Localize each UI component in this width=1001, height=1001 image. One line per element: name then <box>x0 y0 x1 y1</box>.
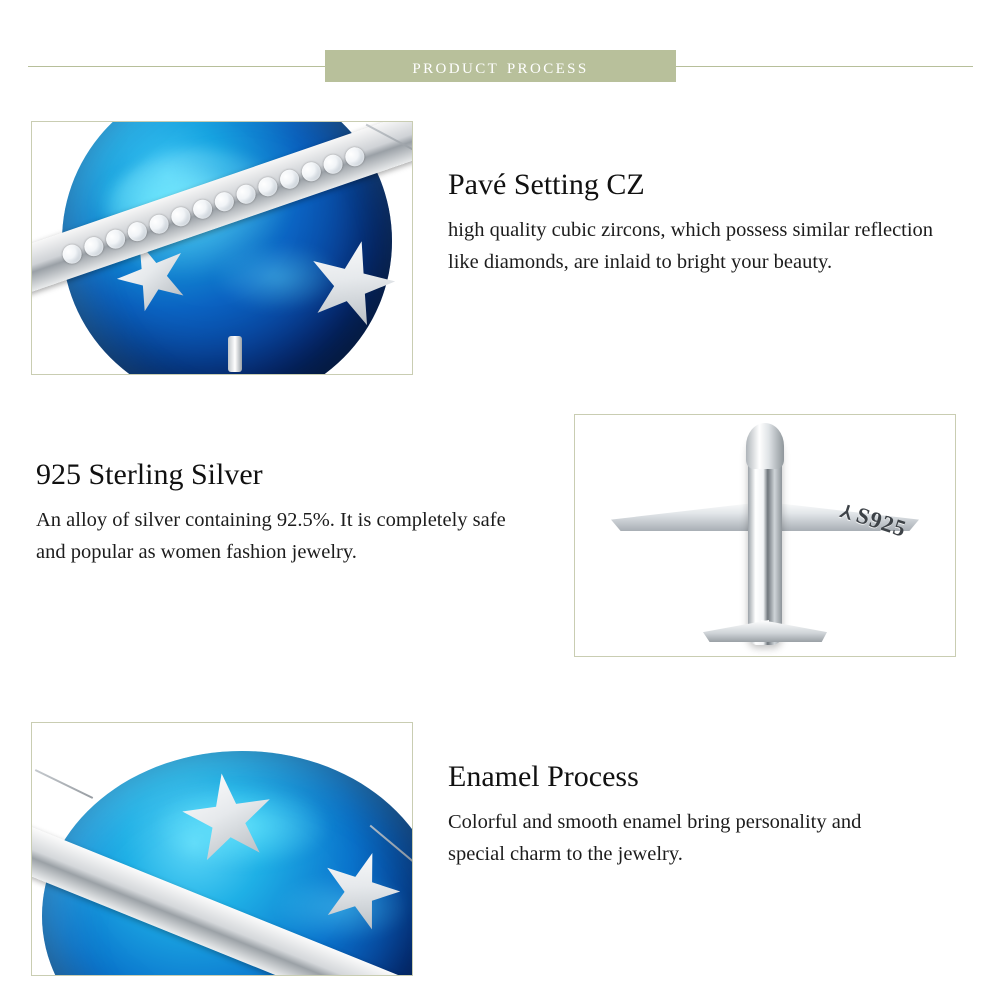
cz-stone <box>103 227 127 251</box>
feature-title: Pavé Setting CZ <box>448 168 645 201</box>
cz-stone <box>212 189 236 213</box>
feature-description: high quality cubic zircons, which possess similar reflection like diamonds, are inlaid to bright your beauty. <box>448 219 934 273</box>
star-accent <box>106 229 200 323</box>
cz-stone <box>190 197 214 221</box>
necklace-chain <box>35 769 93 799</box>
charm-bail <box>228 336 242 372</box>
cz-stone <box>343 144 367 168</box>
cz-stone <box>321 152 345 176</box>
feature-image-sterling-silver <box>574 414 956 657</box>
feature-title: 925 Sterling Silver <box>36 458 263 491</box>
cz-stone <box>125 219 149 243</box>
feature-title: Enamel Process <box>448 760 639 793</box>
star-accent <box>310 841 411 942</box>
cz-stone-row <box>31 121 413 283</box>
airplane-nose <box>746 423 784 469</box>
cz-stone <box>234 182 258 206</box>
pave-cz-band <box>31 815 413 976</box>
feature-description: Colorful and smooth enamel bring personality and special charm to the jewelry. <box>448 811 862 865</box>
cz-stone <box>147 212 171 236</box>
globe-enamel-body <box>42 751 413 976</box>
cz-stone <box>256 174 280 198</box>
page-title: product process <box>412 54 589 78</box>
airplane-left-tailplane <box>703 620 769 642</box>
feature-image-pave-setting-cz <box>31 121 413 375</box>
brand-logo-glyph: ⅄ <box>837 501 856 524</box>
globe-charm-illustration <box>32 723 412 975</box>
page-header <box>0 50 1001 82</box>
cz-stone <box>299 159 323 183</box>
necklace-chain <box>370 825 413 872</box>
globe-enamel-body <box>62 121 392 375</box>
cz-stone <box>82 234 106 258</box>
enamel-swirl <box>152 783 332 869</box>
enamel-swirl <box>212 242 342 312</box>
hallmark-text: S925 <box>852 502 910 542</box>
airplane-charm-illustration <box>575 415 955 656</box>
cz-stone <box>60 242 84 266</box>
feature-text-enamel-process <box>448 760 918 871</box>
enamel-swirl <box>92 162 242 242</box>
star-accent <box>298 231 405 338</box>
feature-image-enamel-process <box>31 722 413 976</box>
airplane-left-wing <box>611 501 771 531</box>
feature-text-sterling-silver <box>36 458 506 569</box>
cz-stone <box>169 204 193 228</box>
enamel-swirl <box>272 873 412 943</box>
feature-description: An alloy of silver containing 92.5%. It is completely safe and popular as women fashion jewelry. <box>36 509 506 563</box>
s925-hallmark-stamp <box>837 497 909 543</box>
globe-charm-illustration <box>32 122 412 374</box>
feature-text-pave-setting-cz <box>448 168 948 279</box>
cz-stone-row <box>31 815 413 976</box>
necklace-chain <box>366 124 413 159</box>
pave-cz-band <box>31 121 413 293</box>
star-accent <box>176 767 280 871</box>
airplane-right-tailplane <box>761 620 827 642</box>
cz-stone <box>277 167 301 191</box>
